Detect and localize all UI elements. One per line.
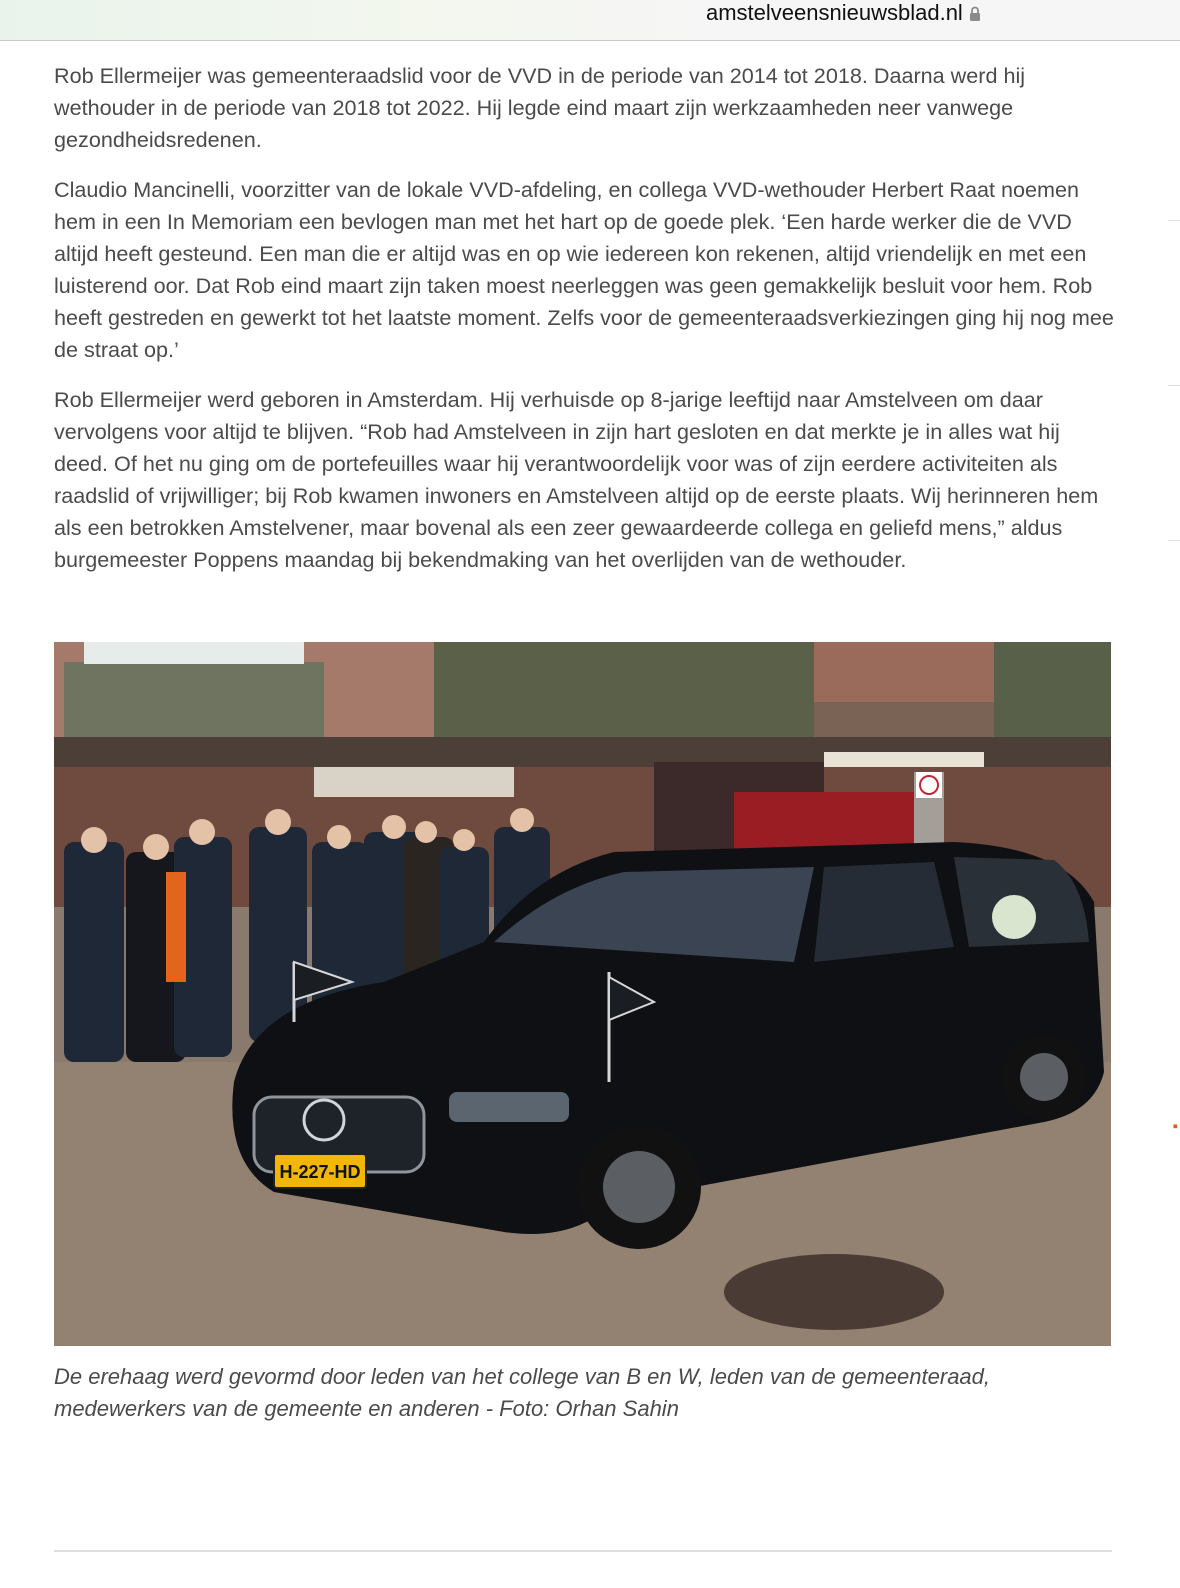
section-divider: [54, 1550, 1112, 1552]
lock-icon: [969, 6, 981, 22]
article-paragraph: Rob Ellermeijer werd geboren in Amsterdam. Hij verhuisde op 8-jarige leeftijd naar Amstelveen om daar vervolgens voor altijd te blijven. “Rob had Amstelveen in zijn hart gesloten en dat merkte je in alles wat hij deed. Of het nu ging om de portefeuilles waar hij verantwoordelijk voor was of zijn eerdere activiteiten als raadslid of vrijwilliger; bij Rob kwamen inwoners en Amstelveen altijd op de eerste plaats. Wij herinneren hem als een betrokken Amstelvener, maar bovenal als een zeer gewaardeerde collega en geliefd mens,” aldus burgemeester Poppens maandag bij bekendmaking van het overlijden van de wethouder.: [54, 387, 1099, 572]
license-plate-text: H-227-HD: [279, 1162, 361, 1182]
url-display[interactable]: [706, 0, 981, 26]
edge-divider: [1168, 540, 1180, 541]
article-paragraph: Claudio Mancinelli, voorzitter van de lokale VVD-afdeling, en collega VVD-wethouder Herbert Raat noemen hem in een In Memoriam een bevlogen man met het hart op de goede plek. ‘Een harde werker die de VVD altijd heeft gesteund. Een man die er altijd was en op wie iedereen kon rekenen, altijd vriendelijk en met een luisterend oor. Dat Rob eind maart zijn taken moest neerleggen was geen gemakkelijk besluit voor hem. Rob heeft gestreden en gewerkt tot het laatste moment. Zelfs voor de gemeenteraadsverkiezingen ging hij nog mee de straat op.’: [54, 177, 1114, 362]
photo-caption: De erehaag werd gevormd door leden van het college van B en W, leden van de gemeenteraad, medewerkers van de gemeente en anderen - Foto: Orhan Sahin: [54, 1364, 991, 1421]
hearse-photo-illustration: [54, 642, 1111, 1346]
article-body: [54, 60, 1114, 594]
edge-accent-icon: ▪: [1172, 1118, 1178, 1135]
article-paragraph: Rob Ellermeijer was gemeenteraadslid voor de VVD in de periode van 2014 tot 2018. Daarna werd hij wethouder in de periode van 2018 tot 2022. Hij legde eind maart zijn werkzaamheden neer vanwege gezondheidsredenen.: [54, 63, 1026, 152]
edge-divider: [1168, 385, 1180, 386]
article-photo[interactable]: [54, 642, 1111, 1346]
domain-text[interactable]: amstelveensnieuwsblad.nl: [706, 0, 963, 25]
browser-address-bar: [0, 0, 1180, 41]
edge-divider: [1168, 220, 1180, 221]
